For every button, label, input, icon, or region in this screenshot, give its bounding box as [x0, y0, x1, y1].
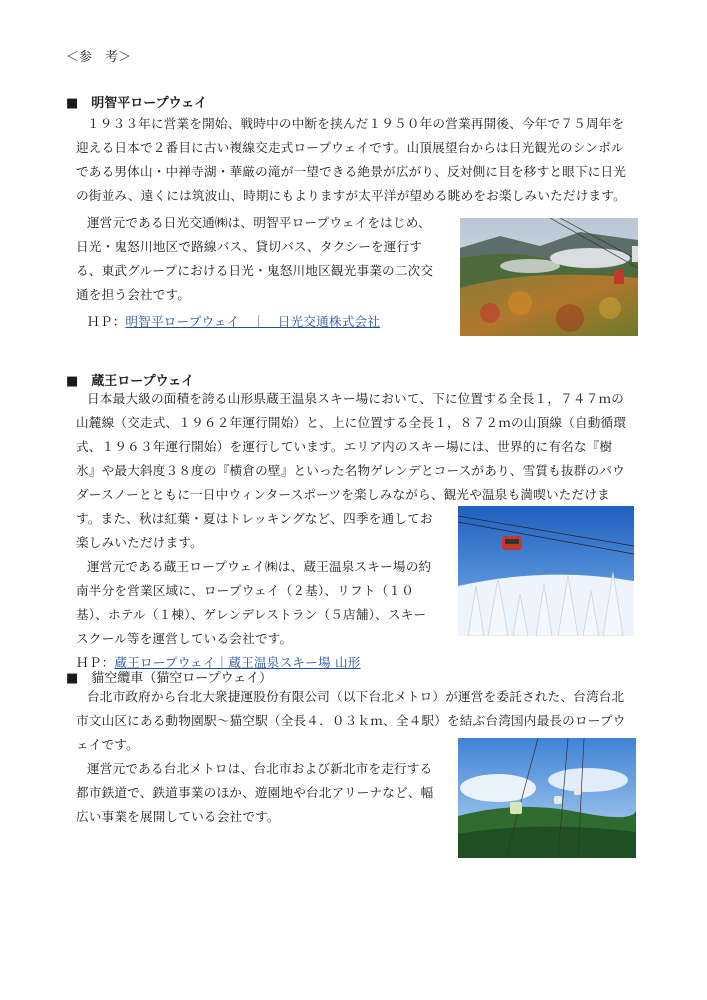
body-line: 氷』や最大斜度３８度の『横倉の壁』といった名物ゲレンデとコースがあり、雪質も抜群のパウ — [76, 463, 625, 478]
hp-label: ＨＰ： — [87, 314, 126, 329]
page-heading: ＜参 考＞ — [66, 50, 132, 65]
operator-line: 都市鉄道で、鉄道事業のほか、遊園地や台北アリーナなど、幅 — [76, 785, 434, 800]
body-line: ェイです。 — [76, 737, 139, 752]
operator-line: 運営元である日光交通㈱は、明智平ロープウェイをはじめ、 — [87, 215, 431, 230]
operator-line: 運営元である蔵王ロープウェイ㈱は、蔵王温泉スキー場の約 — [87, 559, 432, 574]
hp-label: ＨＰ： — [76, 655, 115, 670]
body-line: である男体山・中禅寺湖・華厳の滝が一望できる絶景が広がり、反対側に目を移すと眼下に日光 — [76, 164, 627, 179]
operator-line: る、東武グループにおける日光・鬼怒川地区観光事業の二次交 — [76, 263, 434, 278]
operator-line: 通を担う会社です。 — [76, 287, 191, 302]
operator-line: 南半分を営業区域に、ロープウェイ（２基）、リフト（１０ — [76, 583, 414, 598]
body-line: ダースノーとともに一日中ウィンタースポーツを楽しみながら、観光や温泉も満喫いただけま — [76, 487, 610, 502]
operator-line: 基）、ホテル（１棟）、ゲレンデレストラン（５店舗）、スキー — [76, 607, 427, 622]
operator-line: 運営元である台北メトロは、台北市および新北市を走行する — [87, 761, 433, 776]
body-line: す。また、秋は紅葉・夏はトレッキングなど、四季を通してお — [76, 511, 433, 526]
zao-ropeway-photo — [458, 506, 634, 636]
body-line: の街並み、遠くには筑波山、時期にもよりますが太平洋が望める眺めをお楽しみいただけます。 — [76, 188, 626, 203]
operator-line: 広い事業を展開している会社です。 — [76, 809, 280, 824]
operator-line: 日光・鬼怒川地区で路線バス、貸切バス、タクシーを運行す — [76, 239, 423, 254]
body-line: 楽しみいただけます。 — [76, 535, 203, 550]
homepage-row — [87, 310, 380, 334]
body-line: 台北市政府から台北大衆捷運股份有限公司（以下台北メトロ）が運営を委託された、台湾台北 — [87, 689, 625, 704]
section-title-maokong: ■ 貓空纜車（猫空ロープウェイ） — [66, 671, 273, 686]
body-line: 市文山区にある動物園駅～猫空駅（全長４．０３ｋｍ、全４駅）を結ぶ台湾国内最長のロープウ — [76, 713, 626, 728]
body-line: 式、１９６３年運行開始）を運行しています。エリア内のスキー場には、世界的に有名な『樹 — [76, 439, 613, 454]
body-line: １９３３年に営業を開始、戦時中の中断を挟んだ１９５０年の営業再開後、今年で７５周年を — [87, 116, 625, 131]
maokong-gondola-photo — [458, 738, 636, 858]
body-line: 山麓線（交走式、１９６２年運行開始）と、上に位置する全長１，８７２ｍの山頂線（自動循環 — [76, 415, 627, 430]
akechidaira-ropeway-photo — [460, 218, 638, 336]
hp-link-akechidaira[interactable]: 明智平ロープウェイ ｜ 日光交通株式会社 — [125, 314, 381, 329]
section-title-akechidaira: ■ 明智平ロープウェイ — [66, 96, 208, 111]
body-line: 日本最大級の面積を誇る山形県蔵王温泉スキー場において、下に位置する全長１，７４７ｍの — [87, 391, 625, 406]
hp-link-zao[interactable]: 蔵王ロープウェイ｜蔵王温泉スキー場 山形 — [114, 655, 361, 670]
section-title-zao: ■ 蔵王ロープウェイ — [66, 374, 195, 389]
body-line: 迎える日本で２番目に古い複線交走式ロープウェイです。山頂展望台からは日光観光のシンボル — [76, 140, 624, 155]
operator-line: スクール等を運営している会社です。 — [76, 631, 293, 646]
